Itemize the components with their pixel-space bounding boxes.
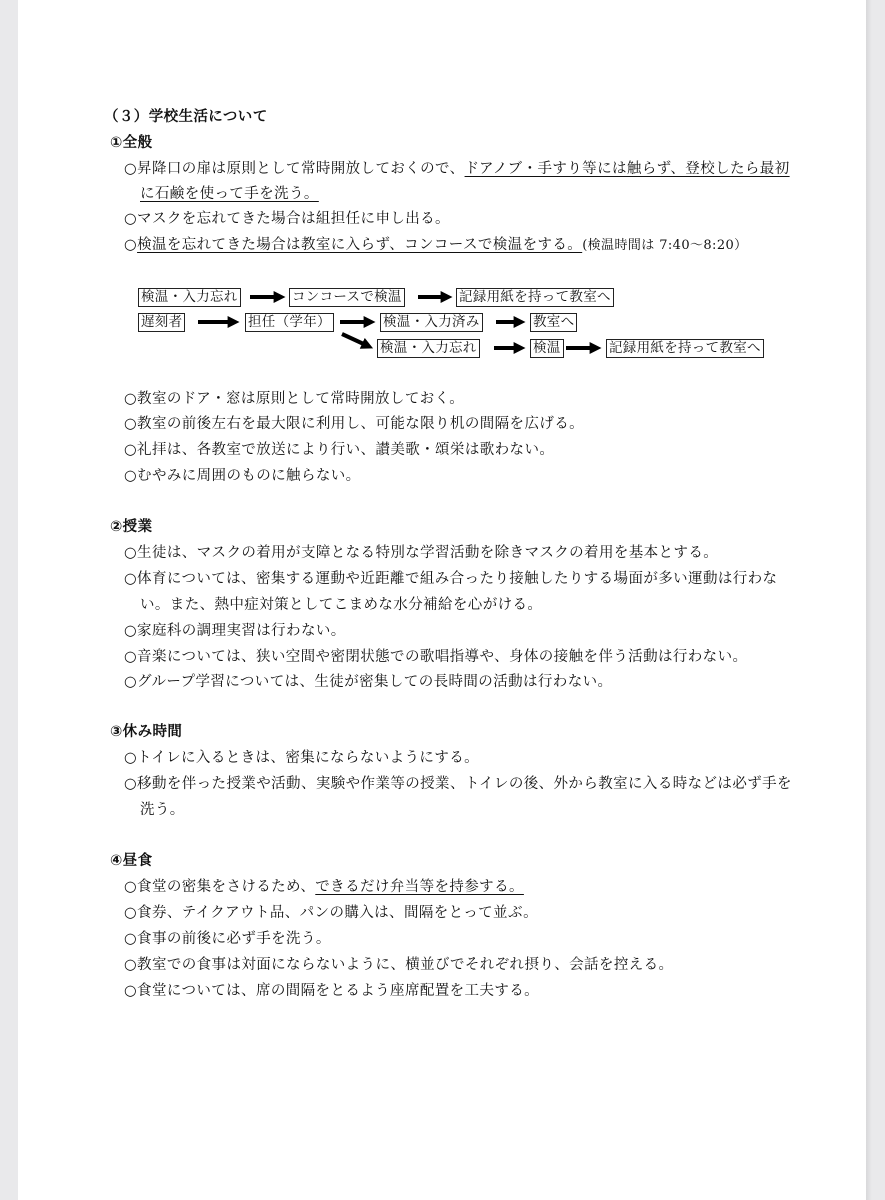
classes-item-group: ○グループ学習については、生徒が密集しての長時間の活動は行わない。: [124, 674, 613, 690]
breaks-item-handwash-cont: 洗う。: [140, 802, 185, 818]
general-item-entrance: [124, 160, 790, 178]
subsection-general-title: ①全般: [110, 135, 153, 151]
subsection-classes-title: ②授業: [110, 519, 153, 535]
subsection-breaks-title: ③休み時間: [110, 724, 183, 740]
lunch-item-cafeteria: [124, 878, 524, 896]
flow-box-forgot-row1: 検温・入力忘れ: [138, 288, 241, 307]
general-item-desks: ○教室の前後左右を最大限に利用し、可能な限り机の間隔を広げる。: [124, 416, 585, 432]
flow-box-to-class: 教室へ: [530, 313, 577, 332]
lunch-item-handwash: ○食事の前後に必ず手を洗う。: [124, 931, 331, 947]
classes-item-cooking: ○家庭科の調理実習は行わない。: [124, 623, 346, 639]
general-item-entrance-underlined: ドアノブ・手すり等には触らず、登校したら最初: [464, 161, 790, 177]
general-item-entrance-cont: [140, 185, 319, 203]
classes-item-pe: ○体育については、密集する運動や近距離で組み合ったり接触したりする場面が多い運動は行わな: [124, 571, 778, 587]
flow-box-record-row3: 記録用紙を持って教室へ: [606, 339, 764, 358]
flow-box-homeroom: 担任（学年）: [245, 313, 334, 332]
general-item-worship: ○礼拝は、各教室で放送により行い、讃美歌・頌栄は歌わない。: [124, 442, 555, 458]
flow-box-concourse: コンコースで検温: [289, 288, 405, 307]
general-item-touch: ○むやみに周囲のものに触らない。: [124, 468, 361, 484]
general-item-temperature-underlined: 検温を忘れてきた場合は教室に入らず、コンコースで検温をする。: [137, 237, 583, 253]
general-item-temperature: [124, 236, 748, 255]
bullet: ○: [124, 237, 138, 253]
lunch-item-cafeteria-text: ○食堂の密集をさけるため、: [124, 879, 316, 895]
classes-item-music: ○音楽については、狭い空間や密閉状態での歌唱指導や、身体の接触を伴う活動は行わない。: [124, 649, 748, 665]
section-title: （３）学校生活について: [104, 109, 268, 125]
lunch-item-seating: ○教室での食事は対面にならないように、横並びでそれぞれ摂り、会話を控える。: [124, 957, 674, 973]
general-item-door: ○教室のドア・窓は原則として常時開放しておく。: [124, 391, 465, 407]
flow-box-late: 遅刻者: [138, 313, 185, 332]
flow-box-forgot-row3: 検温・入力忘れ: [377, 339, 480, 358]
general-item-entrance-underlined-cont: に石鹸を使って手を洗う。: [140, 186, 319, 202]
flow-box-record-row1: 記録用紙を持って教室へ: [456, 288, 614, 307]
classes-item-mask: ○生徒は、マスクの着用が支障となる特別な学習活動を除きマスクの着用を基本とする。: [124, 545, 719, 561]
lunch-item-layout: ○食堂については、席の間隔をとるよう座席配置を工夫する。: [124, 983, 540, 999]
general-item-mask: ○マスクを忘れてきた場合は組担任に申し出る。: [124, 211, 450, 227]
general-item-entrance-text: ○昇降口の扉は原則として常時開放しておくので、: [124, 161, 465, 177]
flow-box-temp: 検温: [530, 339, 564, 358]
lunch-item-queue: ○食券、テイクアウト品、パンの購入は、間隔をとって並ぶ。: [124, 905, 539, 921]
temperature-time-note: (検温時間は 7:40～8:20）: [582, 238, 748, 253]
classes-item-pe-cont: い。また、熱中症対策としてこまめな水分補給を心がける。: [140, 597, 543, 613]
arrow-icon: [342, 334, 368, 346]
subsection-lunch-title: ④昼食: [110, 853, 153, 869]
breaks-item-handwash: ○移動を伴った授業や活動、実験や作業等の授業、トイレの後、外から教室に入る時などは必ず手を: [124, 776, 792, 792]
lunch-item-cafeteria-underlined: できるだけ弁当等を持参する。: [315, 879, 524, 895]
flow-box-done: 検温・入力済み: [380, 313, 483, 332]
breaks-item-toilet: ○トイレに入るときは、密集にならないようにする。: [124, 750, 480, 766]
document-page: [18, 0, 866, 1200]
